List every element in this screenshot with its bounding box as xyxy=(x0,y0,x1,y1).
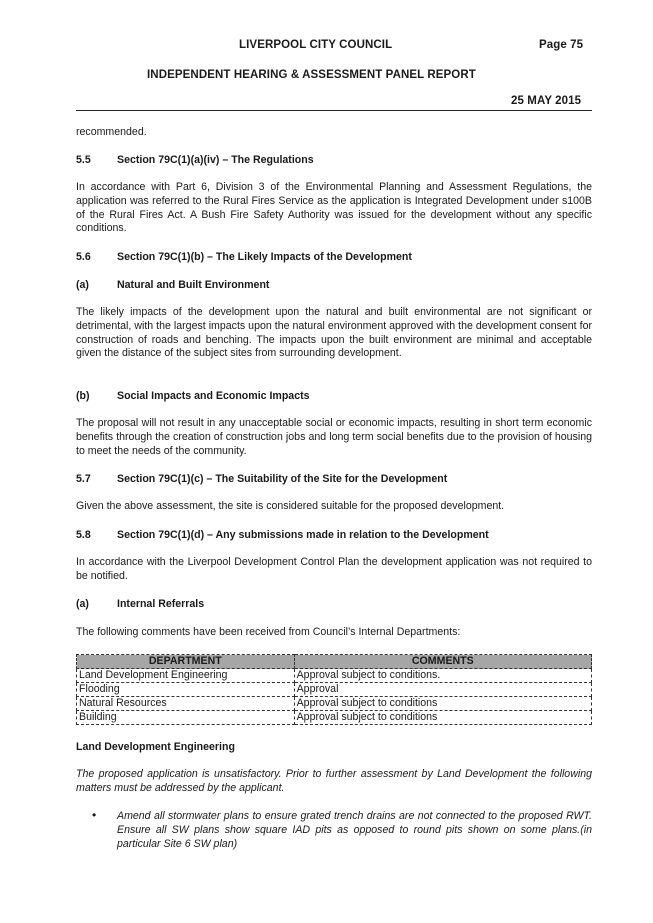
section-number: (a) xyxy=(76,279,89,291)
section-5-6b-text: The proposal will not result in any unacceptable social or economic impacts, resulting in short term economic benefits through the creation of construction jobs and long term social benefits due to the provision of housing to meet the needs of the community. xyxy=(76,417,592,457)
report-title: INDEPENDENT HEARING & ASSESSMENT PANEL REPORT xyxy=(147,69,476,81)
section-5-7-text: Given the above assessment, the site is considered suitable for the proposed development. xyxy=(76,500,505,512)
section-title: Section 79C(1)(b) – The Likely Impacts of the Development xyxy=(117,251,412,263)
comments-column-header: COMMENTS xyxy=(294,655,591,669)
department-cell: Natural Resources xyxy=(77,697,295,711)
section-number: 5.6 xyxy=(76,251,91,263)
section-5-6-heading xyxy=(76,251,412,263)
council-name: LIVERPOOL CITY COUNCIL xyxy=(239,39,393,51)
table-row xyxy=(77,711,592,725)
section-title: Section 79C(1)(d) – Any submissions made in relation to the Development xyxy=(117,529,489,541)
lde-bullet-item: Amend all stormwater plans to ensure grated trench drains are not connected to the proposed RWT. Ensure all SW plans show square IAD pits as opposed to round pits shown on some plans.(in particular Site 6 SW plan) xyxy=(117,810,592,850)
comment-cell: Approval subject to conditions. xyxy=(294,669,591,683)
referrals-table xyxy=(76,654,592,725)
section-5-5-heading xyxy=(76,154,314,166)
table-row xyxy=(77,683,592,697)
section-number: 5.5 xyxy=(76,154,91,166)
department-cell: Building xyxy=(77,711,295,725)
section-title: Internal Referrals xyxy=(117,598,205,610)
section-5-6a-heading xyxy=(76,279,269,291)
comment-cell: Approval subject to conditions xyxy=(294,697,591,711)
section-5-8a-heading xyxy=(76,598,204,610)
section-5-6a-text: The likely impacts of the development upon the natural and built environmental are not significant or detrimental, with the largest impacts upon the natural environment approved with the development consent for construction of roads and benching. The impacts upon the built environment are minimal and acceptable given the distance of the subject sites from surrounding development. xyxy=(76,306,592,360)
section-5-8-heading xyxy=(76,529,489,541)
section-5-7-heading xyxy=(76,473,447,485)
section-title: Natural and Built Environment xyxy=(117,279,270,291)
section-number: (a) xyxy=(76,598,89,610)
section-5-6b-heading xyxy=(76,390,310,402)
report-date: 25 MAY 2015 xyxy=(511,95,582,107)
department-column-header: DEPARTMENT xyxy=(77,655,295,669)
department-cell: Land Development Engineering xyxy=(77,669,295,683)
lde-intro-text: The proposed application is unsatisfactory. Prior to further assessment by Land Development the following matters must be addressed by the applicant. xyxy=(76,768,592,794)
carryover-text: recommended. xyxy=(76,126,147,138)
comment-cell: Approval subject to conditions xyxy=(294,711,591,725)
lde-heading: Land Development Engineering xyxy=(76,741,235,753)
section-title: Section 79C(1)(c) – The Suitability of the Site for the Development xyxy=(117,473,448,485)
page-number: Page 75 xyxy=(539,39,584,51)
section-5-8a-text: The following comments have been received from Council’s Internal Departments: xyxy=(76,626,461,638)
section-number: (b) xyxy=(76,390,90,402)
table-row xyxy=(77,697,592,711)
department-cell: Flooding xyxy=(77,683,295,697)
bullet-icon: • xyxy=(92,808,97,822)
header-rule xyxy=(76,110,592,111)
table-row xyxy=(77,669,592,683)
section-title: Social Impacts and Economic Impacts xyxy=(117,390,310,402)
section-5-5-text: In accordance with Part 6, Division 3 of the Environmental Planning and Assessment Regulations, the application was referred to the Rural Fires Service as the application is Integrated Development under s100B of the Rural Fires Act. A Bush Fire Safety Authority was issued for the development without any specific conditions. xyxy=(76,181,592,235)
section-5-8-text: In accordance with the Liverpool Development Control Plan the development application was not required to be notified. xyxy=(76,556,592,582)
section-number: 5.8 xyxy=(76,529,91,541)
section-number: 5.7 xyxy=(76,473,91,485)
section-title: Section 79C(1)(a)(iv) – The Regulations xyxy=(117,154,314,166)
comment-cell: Approval xyxy=(294,683,591,697)
table-header-row xyxy=(77,655,592,669)
